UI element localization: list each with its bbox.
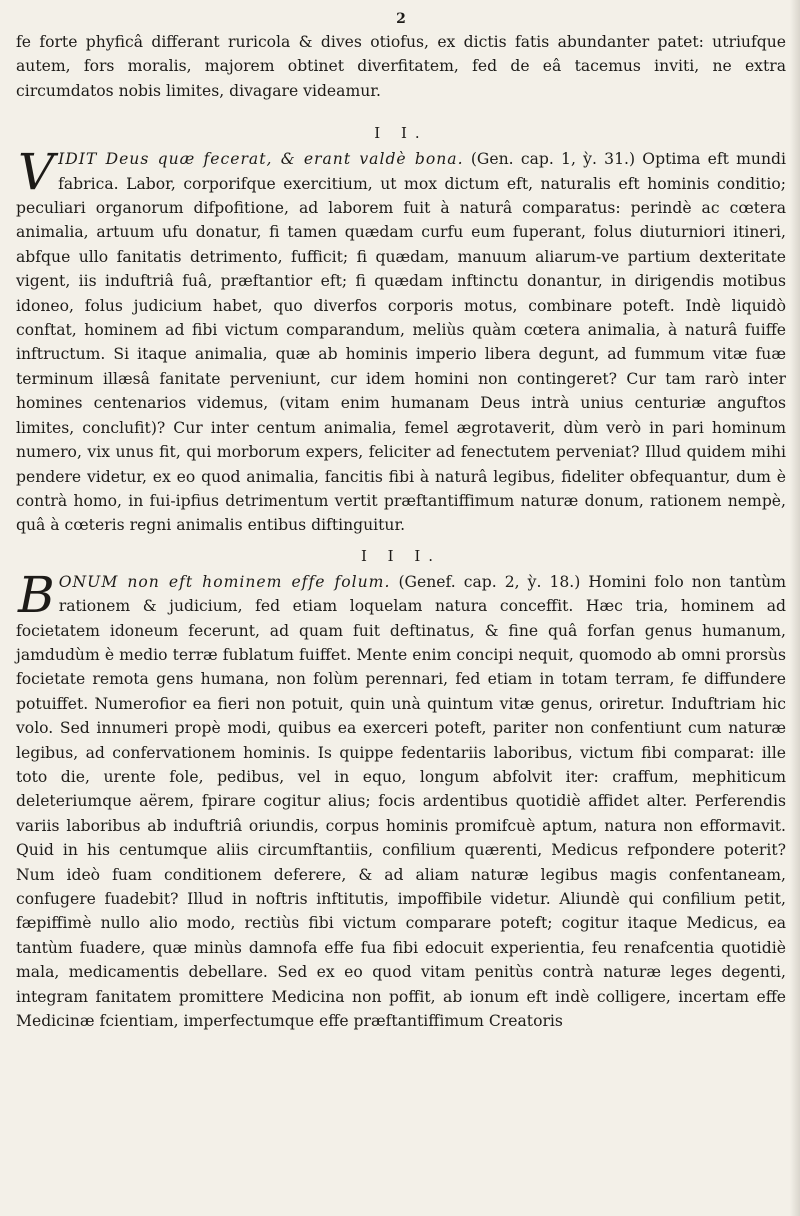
page-edge-shadow <box>790 0 800 1216</box>
section-3-lead: ONUM non eft hominem effe folum. <box>58 572 391 591</box>
drop-cap-v: V <box>18 143 55 202</box>
section-2-body: (Gen. cap. 1, ỳ. 31.) Optima eft mundi fabrica. Labor, corporifque exercitium, ut mox dictum eft, naturalis eft hominis conditio; peculiari organorum difpofitione, ad laborem fuit à naturâ comparatus: perindè ac cœtera animalia, artuum ufu donatur, fi tamen quædam curfu eum fuperant, folus diuturniori itineri, abfque ullo fanitatis detrimento, fufficit; fi quædam, manuum aliarum-ve partium dexteritate vigent, iis induftriâ fuâ, præftantior eft; fi quædam inftinctu donantur, in dirigendis motibus idoneo, folus judicium habet, quo diverfos corporis motus, combinare poteft. Indè liquidò conftat, hominem ad fibi victum comparandum, meliùs quàm cœtera animalia, à naturâ fuiffe inftructum. Si itaque animalia, quæ ab hominis imperio libera degunt, ad fummum vitæ fuæ terminum illæsâ fanitate perveniunt, cur idem homini non contingeret? Cur tam rarò inter homines centenarios videmus, (vitam enim humanam Deus intrà unius centuriæ anguftos limites, conclufit)? Cur inter centum animalia, femel ægrotaverit, dùm verò in pari hominum numero, vix unus fit, qui morborum expers, feliciter ad fenectutem perveniat? Illud quidem mihi pendere videtur, ex eo quod animalia, fancitis fibi à naturâ legibus, fideliter obfequantur, dum è contrà homo, in fui-ipfius detrimentum vertit præftantiffimum naturæ donum, rationem nempè, quâ à cœteris regni animalis entibus diftinguitur. <box>16 150 786 535</box>
section-number-3: I I I. <box>360 546 442 565</box>
section-3-body: (Genef. cap. 2, ỳ. 18.) Homini folo non tantùm rationem & judicium, fed etiam loquelam natura conceffit. Hæc tria, hominem ad focietatem idoneum fecerunt, ad quam fuit deftinatus, & fine quâ forfan genus humanum, jamdudùm è medio terræ fublatum fuiffet. Mente enim concipi nequit, quomodo ab omni prorsùs focietate remota gens humana, non folùm perennari, fed etiam in totam terram, fe diffundere potuiffet. Numerofior ea fieri non potuit, quin unà quintum vitæ genus, oriretur. Induftriam hic volo. Sed innumeri propè modi, quibus ea exerceri poteft, pariter non confentiunt cum naturæ legibus, ad confervationem hominis. Is quippe fedentariis laboribus, victum fibi comparat: ille toto die, urente fole, pedibus, vel in equo, longum abfolvit iter: craffum, mephiticum deleteriumque aërem, fpirare cogitur alius; focis ardentibus quotidiè affidet alter. Perferendis variis laboribus ab induftriâ oriundis, corpus hominis promifcuè aptum, natura non efformavit. Quid in his centumque aliis circumftantiis, confilium quærenti, Medicus refpondere poterit? Num ideò fuam conditionem deferere, & ad aliam naturæ legibus magis confentaneam, confugere fuadebit? Illud in noftris inftitutis, impoffibile videtur. Aliundè qui confilium petit, fæpiffimè nullo alio modo, rectiùs fibi victum comparare poteft; cogitur itaque Medicus, ea tantùm fuadere, quæ minùs damnofa effe fua fibi edocuit experientia, feu renafcentia quotidiè mala, medicamentis debellare. Sed ex eo quod vitam penitùs contrà naturæ leges degenti, integram fanitatem promittere Medicina non poffit, ab ionum eft indè colligere, incertam effe Medicinæ fcientiam, imperfectumque effe præftantiffimum Creatoris <box>16 572 786 1031</box>
section-2-lead: IDIT Deus quæ fecerat, & erant valdè bona. <box>58 150 464 169</box>
section-2-paragraph <box>16 143 786 538</box>
drop-cap-b: B <box>18 565 55 624</box>
page-number: 2 <box>396 11 406 27</box>
intro-paragraph: fe forte phyficâ differant ruricola & dives otiofus, ex dictis fatis abundanter patet: utriufque autem, fors moralis, majorem obtinet diverfitatem, fed de eâ tacemus inviti, ne extra circumdatos nobis limites, divagare videamur. <box>16 33 786 100</box>
section-3-paragraph <box>16 565 786 1034</box>
section-number-2: I I. <box>374 124 428 143</box>
